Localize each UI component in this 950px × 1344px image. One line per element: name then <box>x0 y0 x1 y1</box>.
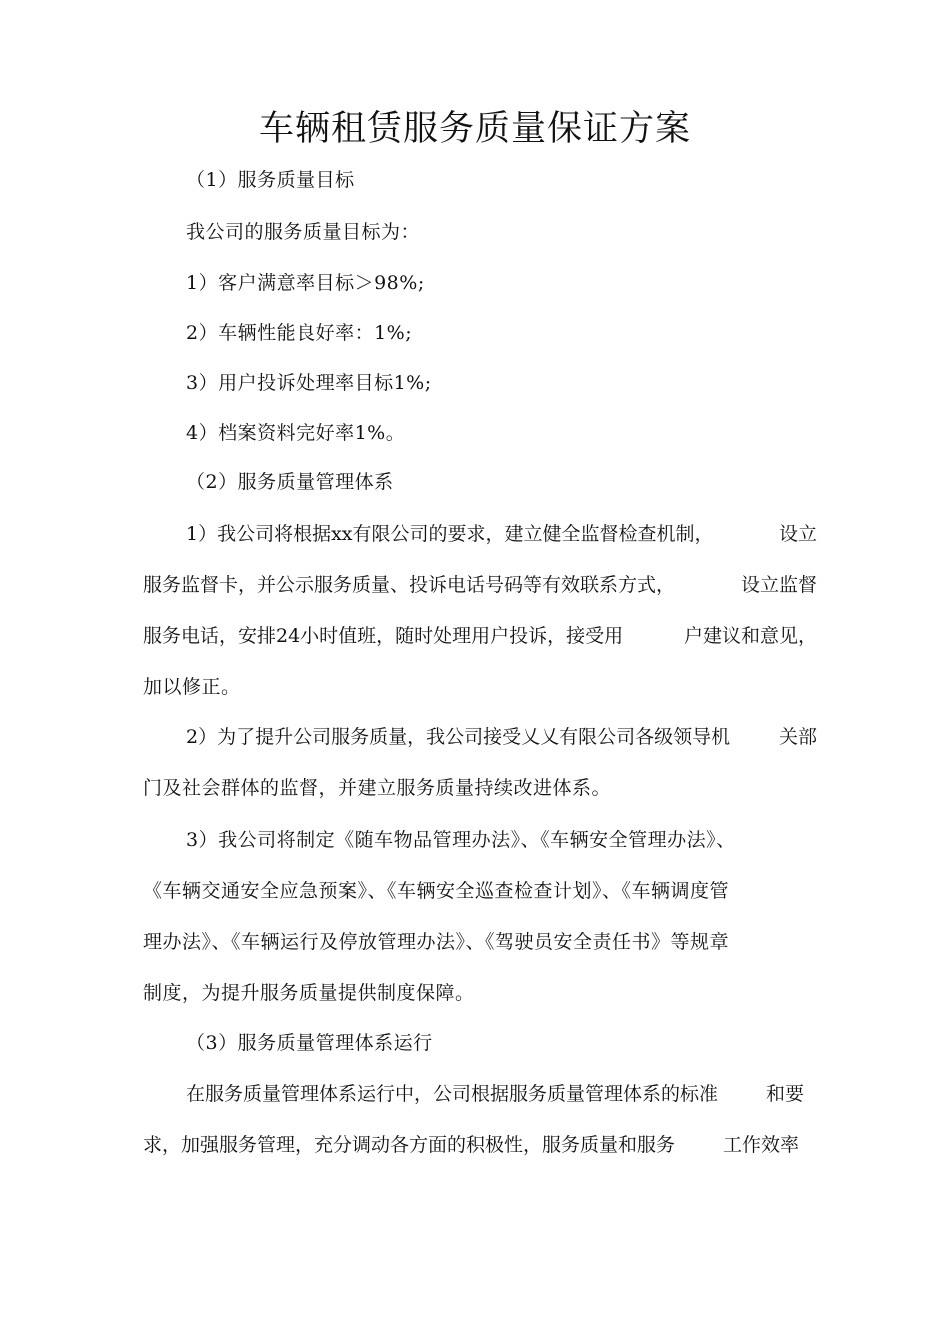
text-segment: 服务监督卡，并公示服务质量、投诉电话号码等有效联系方式， <box>143 574 676 596</box>
text-segment: 和要 <box>765 1083 804 1105</box>
section3-para1-line1 <box>186 1079 804 1109</box>
section2-para1-line4: 加以修正。 <box>143 676 241 698</box>
text-segment: 1）我公司将根据xx有限公司的要求，建立健全监督检查机制， <box>186 523 714 545</box>
text-segment: 关部 <box>778 726 817 748</box>
text-segment: 2）为了提升公司服务质量，我公司接受乂乂有限公司各级领导机 <box>186 726 731 748</box>
section2-para3-line3: 理办法》、《车辆运行及停放管理办法》、《驾驶员安全责任书》等规章 <box>143 931 730 953</box>
text-segment: 工作效率 <box>722 1134 799 1156</box>
section3-para1-line2 <box>143 1130 799 1160</box>
document-title: 车辆租赁服务质量保证方案 <box>258 109 691 149</box>
section3-heading: （3）服务质量管理体系运行 <box>186 1032 433 1054</box>
section1-heading: （1）服务质量目标 <box>186 169 355 191</box>
section2-para1-line2 <box>143 570 817 600</box>
section1-item-4: 4）档案资料完好率1%。 <box>186 422 406 444</box>
section1-item-1: 1）客户满意率目标＞98%; <box>186 272 425 294</box>
text-segment: 设立监督 <box>740 574 817 596</box>
section2-heading: （2）服务质量管理体系 <box>186 471 394 493</box>
section1-item-3: 3）用户投诉处理率目标1%; <box>186 372 432 394</box>
section2-para1-line3 <box>143 621 817 651</box>
text-segment: 服务电话，安排24小时值班，随时处理用户投诉，接受用 <box>143 625 624 647</box>
section2-para2-line1 <box>186 722 817 752</box>
section2-para1-line1 <box>186 519 817 549</box>
section2-para3-line4: 制度，为提升服务质量提供制度保障。 <box>143 982 475 1004</box>
text-segment: 户建议和意见， <box>683 625 817 647</box>
section2-para3-line2: 《车辆交通安全应急预案》、《车辆安全巡查检查计划》、《车辆调度管 <box>143 880 730 902</box>
section2-para3-line1: 3）我公司将制定《随车物品管理办法》、《车辆安全管理办法》、 <box>186 829 736 851</box>
section2-para2-line2: 门及社会群体的监督，并建立服务质量持续改进体系。 <box>143 777 612 799</box>
text-segment: 设立 <box>778 523 817 545</box>
section1-item-2: 2）车辆性能良好率：1%; <box>186 322 413 344</box>
section1-intro: 我公司的服务质量目标为： <box>186 221 421 243</box>
text-segment: 在服务质量管理体系运行中，公司根据服务质量管理体系的标准 <box>186 1083 719 1105</box>
text-segment: 求，加强服务管理，充分调动各方面的积极性，服务质量和服务 <box>143 1134 676 1156</box>
